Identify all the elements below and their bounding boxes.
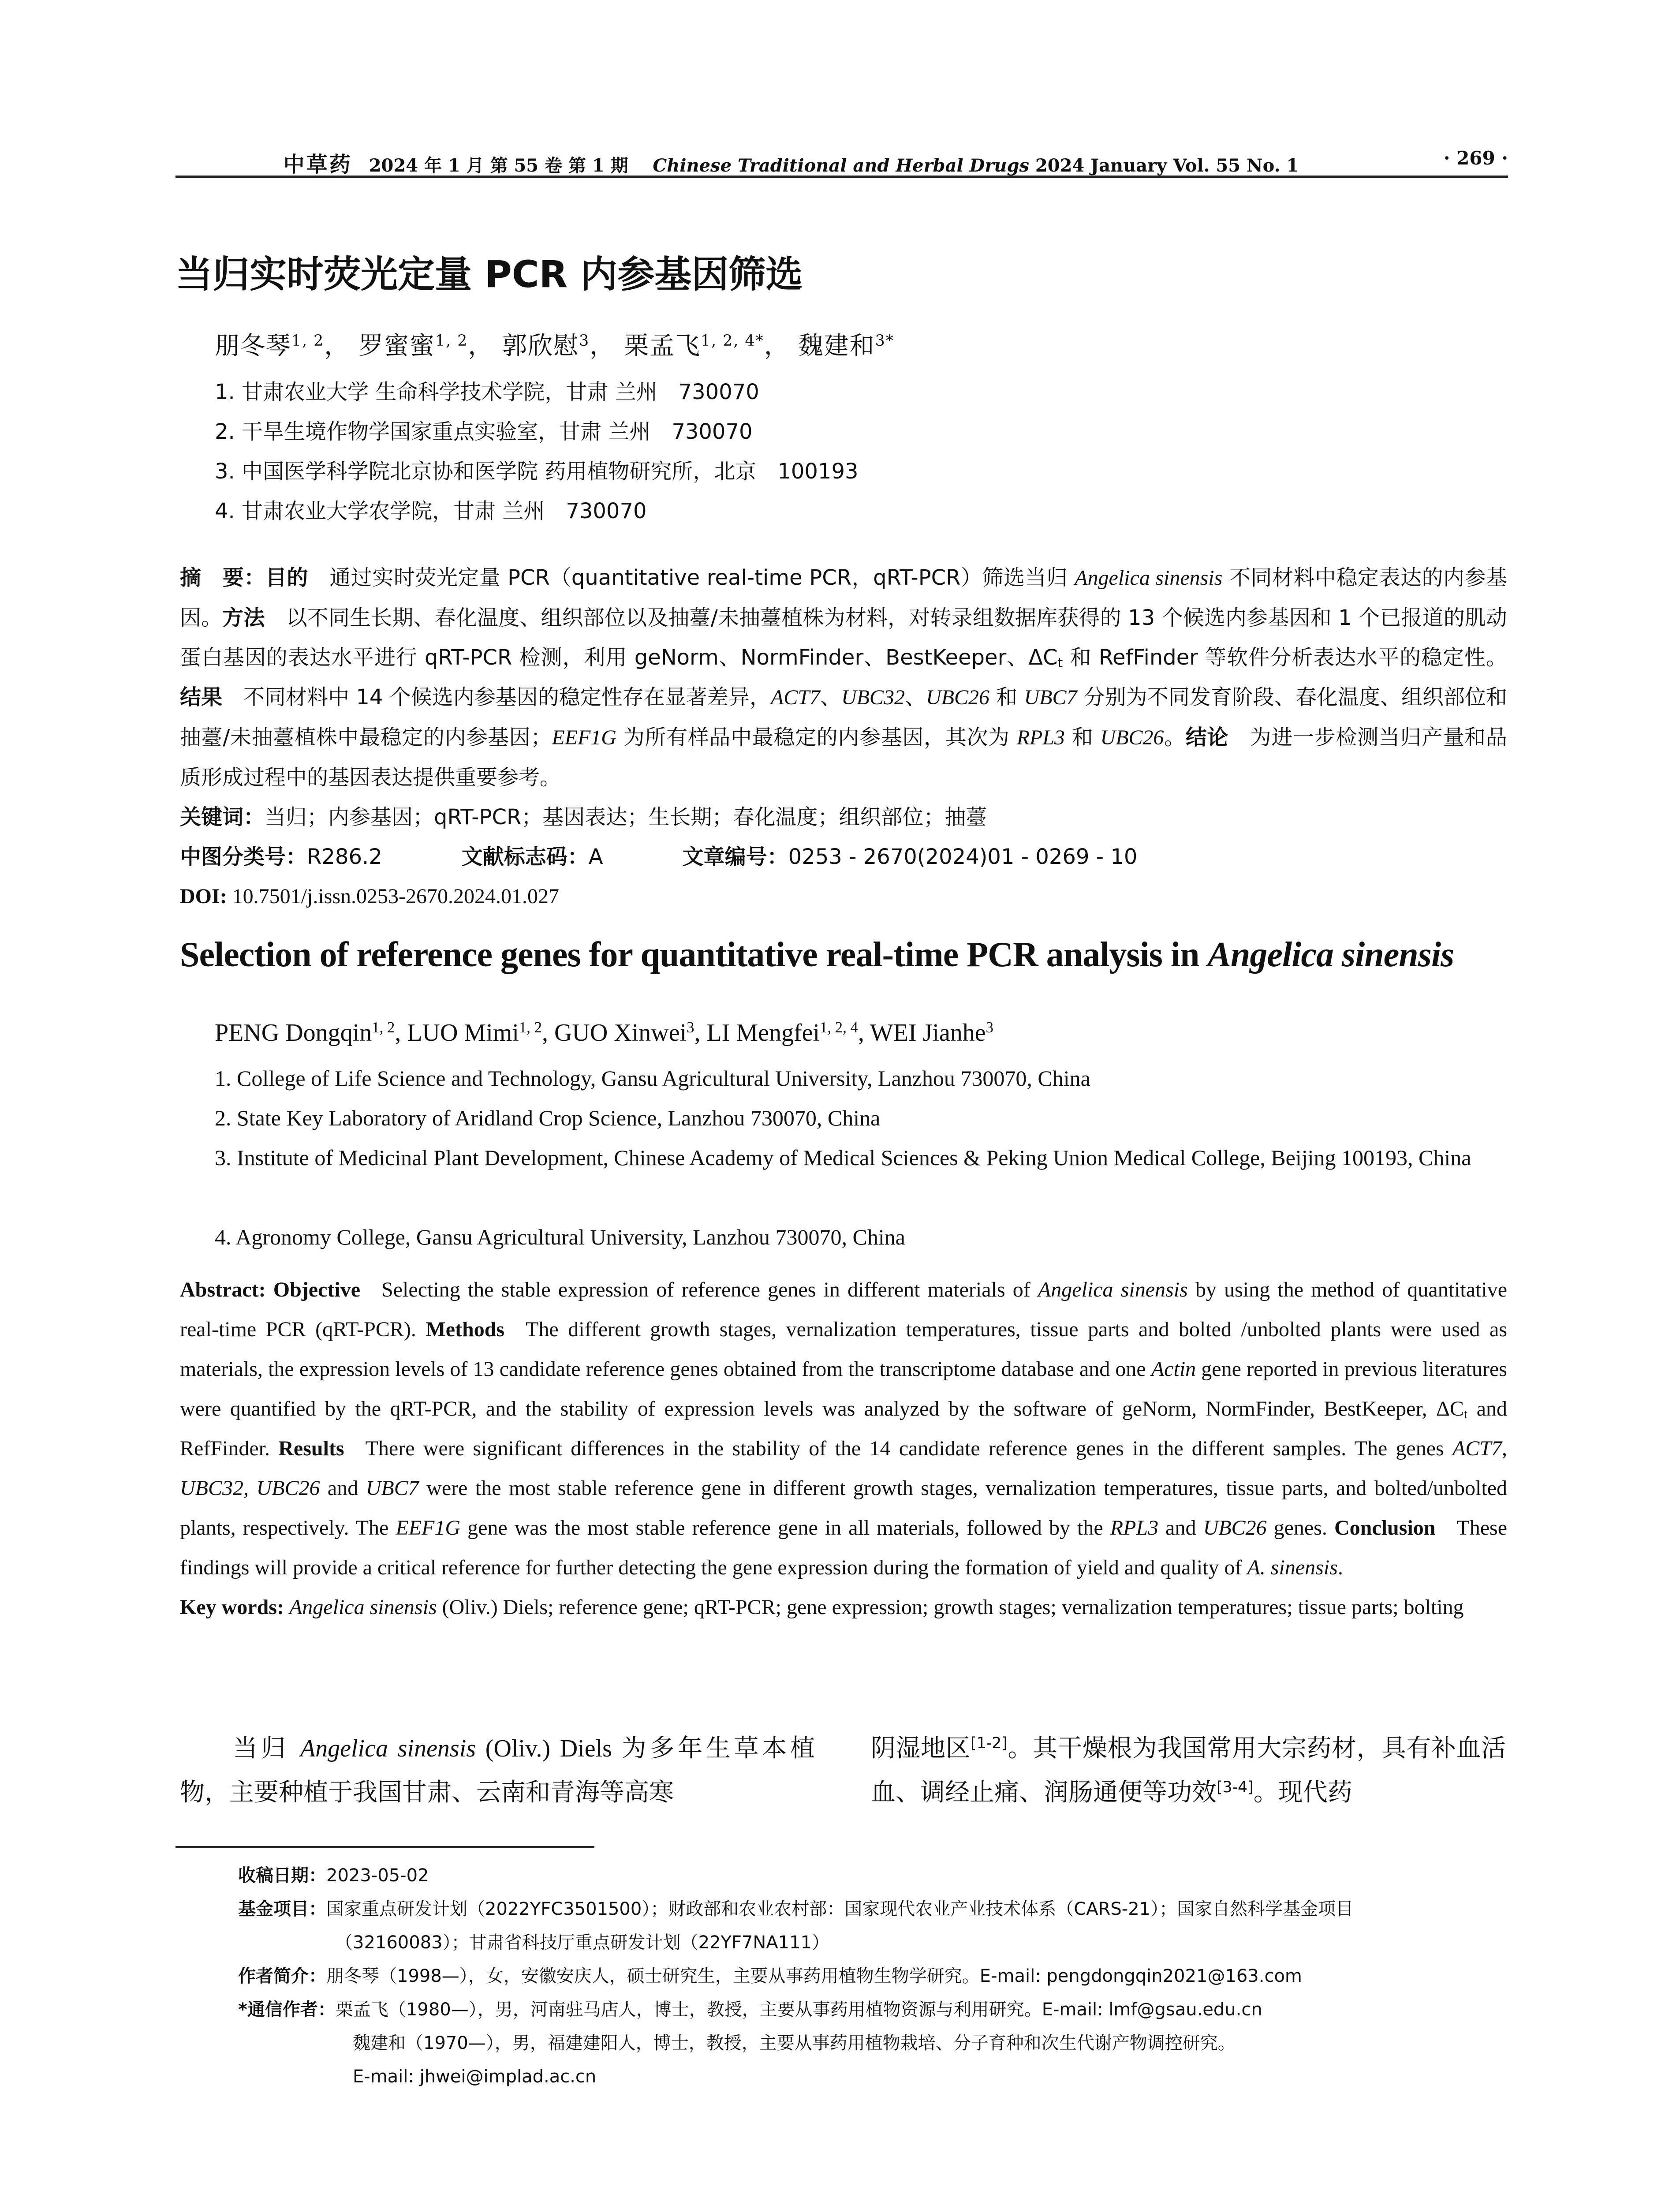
gene-name: ACT7 bbox=[770, 686, 820, 709]
results-text: were the most stable reference gene in different growth stages, vernalization temperatures, tissue parts, and bolted/unbolted plants, respectively. The bbox=[180, 1476, 1508, 1540]
clc-value: R286.2 bbox=[307, 845, 382, 869]
results-text: 分别为不同发育阶段、春化温度、组织部位和抽薹/未抽薹植株中最稳定的内参基因； bbox=[180, 685, 1507, 750]
separator: 、 bbox=[820, 685, 841, 710]
affiliation-en: 1. College of Life Science and Technology, Gansu Agricultural University, Lanzhou 730070, China bbox=[215, 1066, 1090, 1091]
article-number-value: 0253 - 2670(2024)01 - 0269 - 10 bbox=[788, 845, 1138, 869]
fund-label: 基金项目： bbox=[238, 1899, 326, 1919]
affiliation-zh: 2. 干旱生境作物学国家重点实验室，甘肃 兰州 730070 bbox=[215, 419, 753, 444]
gene-name: Actin bbox=[1151, 1357, 1196, 1381]
results-text: 。 bbox=[1164, 725, 1186, 750]
conjunction: 和 bbox=[1064, 725, 1101, 750]
body-column-right bbox=[871, 1727, 1506, 1815]
author-name: WEI Jianhe bbox=[870, 1019, 986, 1046]
doi-line bbox=[180, 877, 1507, 916]
doi-value: 10.7501/j.issn.0253-2670.2024.01.027 bbox=[232, 885, 560, 908]
title-text: Selection of reference genes for quantitative real-time PCR analysis in bbox=[180, 935, 1208, 974]
objective-text: 不同材料中稳定表达的内参基因。 bbox=[180, 565, 1507, 630]
author-affiliation-sup: 1, 2 bbox=[519, 1018, 542, 1036]
methods-text: 和 RefFinder 等软件分析表达水平的稳定性。 bbox=[1063, 645, 1507, 670]
objective-label: 目的 bbox=[265, 565, 308, 590]
footnote-divider bbox=[175, 1846, 594, 1848]
author-name: LI Mengfei bbox=[706, 1019, 820, 1046]
doc-code-value: A bbox=[588, 845, 603, 869]
affiliation-zh: 4. 甘肃农业大学农学院，甘肃 兰州 730070 bbox=[215, 499, 647, 523]
article-title-zh: 当归实时荧光定量 PCR 内参基因筛选 bbox=[175, 253, 803, 296]
author-list-en: PENG Dongqin$^{1, 2}$, LUO Mimi$^{1, 2}$, GUO Xinwei$^3$, LI Mengfei$^{1, 2, 4}$, WEI Jianhe$^3$ bbox=[215, 1018, 994, 1046]
results-text: There were significant differences in the stability of the 14 candidate reference genes in the different samples. The genes bbox=[365, 1437, 1452, 1460]
abstract-label: 摘 要： bbox=[180, 565, 265, 590]
results-text: 不同材料中 14 个候选内参基因的稳定性存在显著差异， bbox=[243, 685, 771, 710]
footnote-fund bbox=[238, 1892, 1508, 1926]
methods-text: 以不同生长期、春化温度、组织部位以及抽薹/未抽薹植株为材料，对转录组数据库获得的 13 个候选内参基因和 1 个已报道的肌动蛋白基因的表达水平进行 qRT-PCR 检测，利用 geNorm、NormFinder、BestKeeper、ΔC bbox=[180, 605, 1507, 670]
species-name: Angelica sinensis bbox=[1075, 566, 1223, 590]
separator: , bbox=[1502, 1437, 1508, 1460]
author-name: 罗蜜蜜 bbox=[358, 332, 436, 360]
author-name: 栗孟飞 bbox=[624, 332, 701, 360]
author-affiliation-sup: 3* bbox=[875, 332, 895, 350]
species-name: Angelica sinensis bbox=[1038, 1278, 1188, 1301]
citation-ref: [3-4] bbox=[1217, 1778, 1254, 1796]
body-text: 。现代药 bbox=[1253, 1778, 1352, 1807]
journal-info bbox=[175, 147, 1407, 178]
bio-text: 朋冬琴（1998—），女，安徽安庆人，硕士研究生，主要从事药用植物生物学研究。E-mail: pengdongqin2021@163.com bbox=[326, 1966, 1302, 1986]
body-text: 阴湿地区 bbox=[871, 1734, 971, 1763]
methods-label: 方法 bbox=[222, 605, 265, 630]
author-affiliation-sup: 3 bbox=[986, 1018, 994, 1036]
objective-text: 通过实时荧光定量 PCR（quantitative real-time PCR，qRT-PCR）筛选当归 bbox=[329, 565, 1075, 590]
doi-label: DOI: bbox=[180, 885, 227, 908]
footnotes bbox=[238, 1859, 1508, 2093]
footnote-corresponding-email: E-mail: jhwei@implad.ac.cn bbox=[353, 2067, 597, 2087]
abstract-en bbox=[180, 1270, 1507, 1627]
page-number: · 269 · bbox=[1443, 147, 1508, 169]
results-text: 为所有样品中最稳定的内参基因，其次为 bbox=[616, 725, 1017, 750]
keywords-text: (Oliv.) Diels; reference gene; qRT-PCR; gene expression; growth stages; vernalization temperatures; tissue parts; bolting bbox=[437, 1596, 1464, 1619]
doc-code-label: 文献标志码： bbox=[461, 845, 589, 869]
results-label: 结果 bbox=[180, 685, 223, 710]
keywords-label: 关键词： bbox=[180, 805, 265, 830]
species-name: Angelica sinensis bbox=[300, 1735, 476, 1762]
conclusion-text: These findings will provide a critical reference for further detecting the gene expression during the formation of yield and quality of bbox=[180, 1516, 1508, 1579]
footnote-corresponding bbox=[238, 1993, 1508, 2026]
author-name: LUO Mimi bbox=[407, 1019, 519, 1046]
author-affiliation-sup: 1, 2, 4 bbox=[820, 1018, 858, 1036]
gene-name: UBC26 bbox=[256, 1476, 320, 1500]
conclusion-label: Conclusion bbox=[1334, 1516, 1436, 1540]
affiliation-en: 4. Agronomy College, Gansu Agricultural University, Lanzhou 730070, China bbox=[215, 1225, 905, 1249]
received-date: 2023-05-02 bbox=[326, 1865, 429, 1886]
gene-name: UBC26 bbox=[1203, 1516, 1267, 1540]
methods-label: Methods bbox=[426, 1318, 505, 1341]
methods-text: gene reported in previous literatures were quantified by the qRT-PCR, and the stability of expression levels was analyzed by the software of geNorm, NormFinder, BestKeeper, ΔC bbox=[180, 1357, 1507, 1420]
corresponding-label: *通信作者： bbox=[238, 1999, 336, 2020]
keywords-en bbox=[180, 1588, 1507, 1627]
author-name: 朋冬琴 bbox=[215, 332, 291, 360]
abstract-objective-label: Abstract: Objective bbox=[180, 1278, 361, 1301]
separator: , bbox=[243, 1476, 257, 1500]
gene-name: UBC32 bbox=[841, 686, 905, 709]
author-name: GUO Xinwei bbox=[554, 1019, 687, 1046]
species-name: A. sinensis bbox=[1247, 1556, 1338, 1579]
article-number-label: 文章编号： bbox=[682, 845, 788, 869]
body-text: (Oliv.) Diels 为多年生草本植物，主要种植于我国甘肃、云南和青海等高寒 bbox=[180, 1735, 815, 1806]
affiliation-zh: 3. 中国医学科学院北京协和医学院 药用植物研究所，北京 100193 bbox=[215, 459, 859, 484]
subscript: t bbox=[1057, 655, 1063, 671]
bio-label: 作者简介： bbox=[238, 1966, 326, 1986]
footnote-corresponding-2: 魏建和（1970—），男，福建建阳人，博士，教授，主要从事药用植物栽培、分子育种和次生代谢产物调控研究。 bbox=[353, 2033, 1236, 2053]
gene-name: RPL3 bbox=[1016, 726, 1065, 749]
conjunction: 和 bbox=[989, 685, 1024, 710]
journal-name-en: Chinese Traditional and Herbal Drugs bbox=[653, 155, 1029, 176]
author-affiliation-sup: 3 bbox=[579, 332, 590, 350]
keywords-label: Key words: bbox=[180, 1596, 284, 1619]
article-title-en bbox=[180, 935, 1454, 975]
body-column-left bbox=[180, 1727, 815, 1815]
issue-zh: 2024 年 1 月 第 55 卷 第 1 期 bbox=[369, 155, 628, 176]
separator: 、 bbox=[904, 685, 926, 710]
methods-text: and RefFinder. bbox=[180, 1397, 1508, 1460]
results-text: genes. bbox=[1266, 1516, 1334, 1540]
objective-text: Selecting the stable expression of reference genes in different materials of bbox=[381, 1278, 1038, 1301]
conclusion-text: 为进一步检测当归产量和品质形成过程中的基因表达提供重要参考。 bbox=[180, 725, 1507, 790]
affiliation-en: 3. Institute of Medicinal Plant Development, Chinese Academy of Medical Sciences & Peking Union Medical College, Beijing 100193, China bbox=[215, 1145, 1471, 1170]
author-name: PENG Dongqin bbox=[215, 1019, 372, 1046]
methods-text: The different growth stages, vernalization temperatures, tissue parts and bolted /unbolted plants were used as materials, the expression levels of 13 candidate reference genes obtained from the transcriptome database and one bbox=[180, 1318, 1507, 1381]
clc-label: 中图分类号： bbox=[180, 845, 307, 869]
received-label: 收稿日期： bbox=[238, 1865, 326, 1886]
affiliation-zh: 1. 甘肃农业大学 生命科学技术学院，甘肃 兰州 730070 bbox=[215, 380, 759, 404]
gene-name: EEF1G bbox=[552, 726, 616, 749]
keywords-zh bbox=[180, 797, 1507, 837]
results-text: gene was the most stable reference gene in all materials, followed by the bbox=[460, 1516, 1110, 1540]
author-name: 魏建和 bbox=[798, 332, 875, 360]
author-affiliation-sup: 1, 2 bbox=[291, 332, 325, 350]
corresponding-text: 栗孟飞（1980—），男，河南驻马店人，博士，教授，主要从事药用植物资源与利用研究。E-mail: lmf@gsau.edu.cn bbox=[335, 1999, 1262, 2020]
results-label: Results bbox=[278, 1437, 344, 1460]
subscript: t bbox=[1463, 1406, 1468, 1421]
author-name: 郭欣慰 bbox=[502, 332, 579, 360]
journal-name-zh: 中草药 bbox=[283, 152, 352, 177]
author-affiliation-sup: 3 bbox=[687, 1018, 694, 1036]
gene-name: UBC7 bbox=[1024, 686, 1077, 709]
keywords-text: 当归；内参基因；qRT-PCR；基因表达；生长期；春化温度；组织部位；抽薹 bbox=[265, 805, 987, 830]
author-affiliation-sup: 1, 2 bbox=[372, 1018, 395, 1036]
gene-name: UBC7 bbox=[366, 1476, 419, 1500]
abstract-zh bbox=[180, 558, 1507, 916]
author-affiliation-sup: 1, 2 bbox=[435, 332, 468, 350]
classification-line bbox=[180, 837, 1507, 877]
conjunction: and bbox=[1158, 1516, 1203, 1540]
gene-name: UBC26 bbox=[1100, 726, 1164, 749]
species-name: Angelica sinensis bbox=[1207, 935, 1454, 974]
objective-text: by using the method of quantitative real-time PCR (qRT-PCR). bbox=[180, 1278, 1508, 1341]
author-list-zh: 朋冬琴$^{1, 2}$， 罗蜜蜜$^{1, 2}$， 郭欣慰$^3$， 栗孟飞$^{1, 2, 4*}$， 魏建和$^{3*}$ bbox=[215, 332, 895, 360]
author-affiliation-sup: 1, 2, 4* bbox=[701, 332, 764, 350]
conjunction: and bbox=[320, 1476, 366, 1500]
footnote-fund-cont: （32160083）；甘肃省科技厅重点研发计划（22YF7NA111） bbox=[335, 1932, 830, 1953]
body-text: 当归 bbox=[233, 1734, 300, 1763]
body-text: 。其干燥根为我国常用大宗药材，具有补血活血、调经止痛、润肠通便等功效 bbox=[871, 1734, 1506, 1807]
conclusion-label: 结论 bbox=[1185, 725, 1229, 750]
gene-name: RPL3 bbox=[1110, 1516, 1159, 1540]
gene-name: EEF1G bbox=[396, 1516, 461, 1540]
gene-name: ACT7 bbox=[1452, 1437, 1502, 1460]
gene-name: UBC26 bbox=[926, 686, 989, 709]
affiliation-en: 2. State Key Laboratory of Aridland Crop Science, Lanzhou 730070, China bbox=[215, 1106, 881, 1130]
citation-ref: [1-2] bbox=[971, 1734, 1008, 1752]
footnote-author-bio bbox=[238, 1959, 1508, 1993]
footnote-received bbox=[238, 1859, 1508, 1892]
species-name: Angelica sinensis bbox=[289, 1596, 437, 1619]
issue-en: 2024 January Vol. 55 No. 1 bbox=[1035, 155, 1299, 176]
fund-text: 国家重点研发计划（2022YFC3501500）；财政部和农业农村部：国家现代农业产业技术体系（CARS-21）；国家自然科学基金项目 bbox=[326, 1899, 1354, 1919]
running-head bbox=[175, 144, 1508, 178]
period: . bbox=[1337, 1556, 1343, 1579]
gene-name: UBC32 bbox=[180, 1476, 243, 1500]
